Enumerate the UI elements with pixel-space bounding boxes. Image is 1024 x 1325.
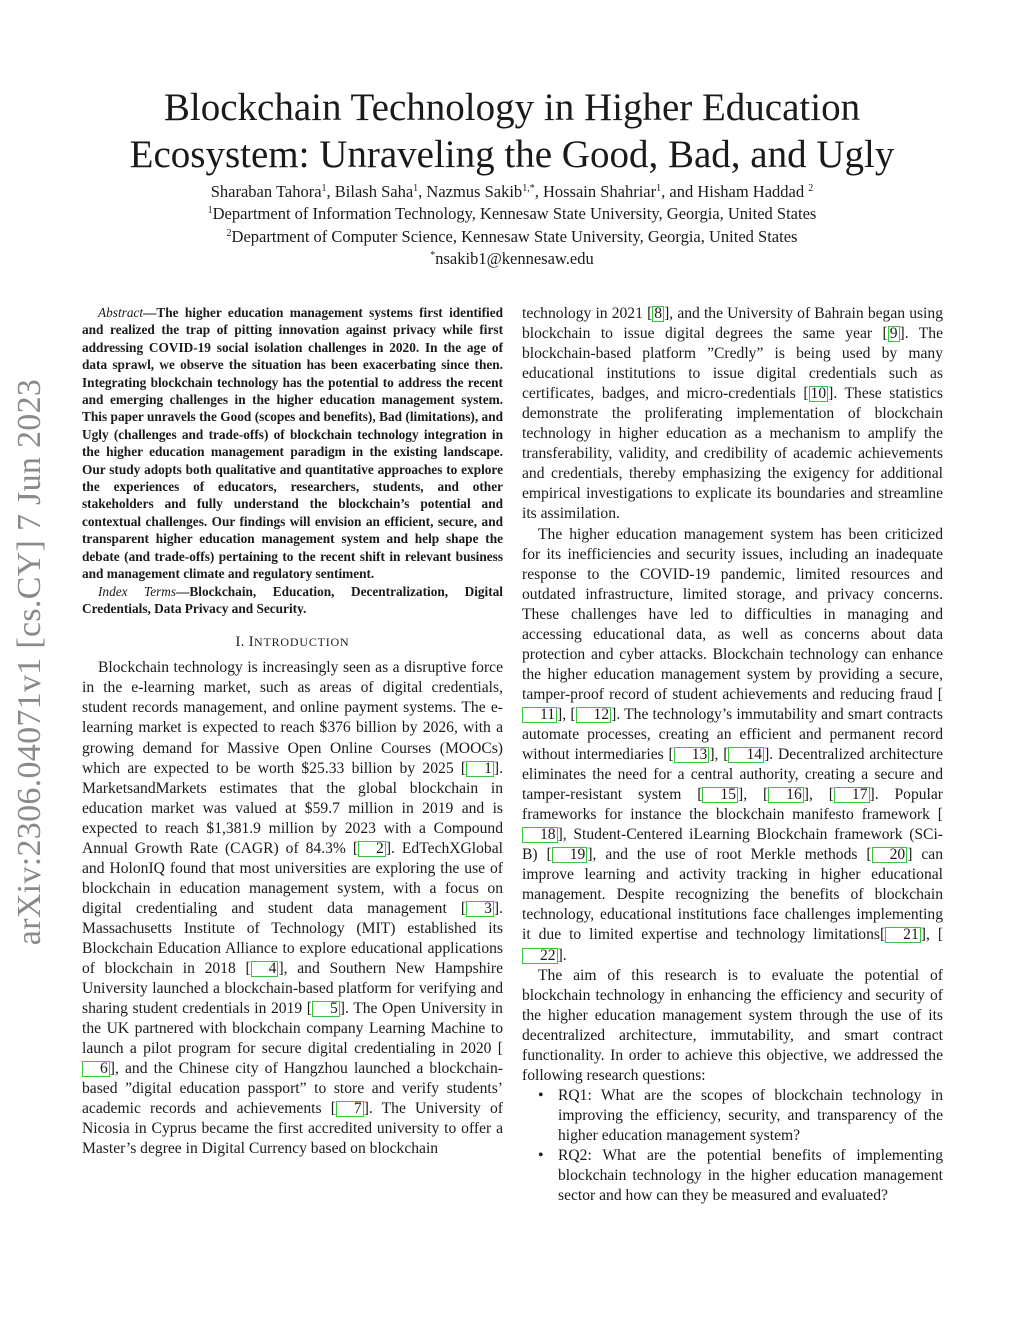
citation-link[interactable]: 3 xyxy=(466,901,494,917)
citation-link[interactable]: 19 xyxy=(552,847,588,863)
text-run: . EdTechXGlobal and HolonIQ found that most universities are exploring the use of blockchain in education management system, with a focus on digital credentialing and student data management xyxy=(82,839,503,917)
abstract-text: —The higher education management systems first identified and realized the trap of pitting innovation against privacy while first addressing COVID-19 social isolation challenges in 2020. In the age of data sprawl, we observe the situation has been exacerbating since then. Integrating blockchain technology has the potential to address the recent and emerging challenges in the higher education management system. This paper unravels the Good (scopes and benefits), Bad (limitations), and Ugly (challenges and trade-offs) of blockchain technology integration in the higher education management paradigm in the existing landscape. Our study adopts both qualitative and quantitative approaches to explore the experiences of educators, researchers, students, and other stakeholders and fully understand the blockchain’s potential and contextual challenges. Our findings will envision an efficient, secure, and transparent higher education management system and help shape the debate (and trade-offs) pertaining to the recent shift in relevant business and management climate and regulatory sentiment. xyxy=(82,305,503,582)
author-list: Sharaban Tahora$^1$, Bilash Saha$^1$, Nazmus Sakib$^{1,*}$, Hossain Shahriar$^1$, and Hisham Haddad $^2$ xyxy=(210,182,814,201)
citation-link[interactable]: 6 xyxy=(82,1061,110,1077)
text-run: . Popular frameworks for instance the blockchain manifesto framework xyxy=(522,786,943,824)
citation-link[interactable]: 2 xyxy=(358,841,386,857)
author-sup: 2 xyxy=(808,183,814,194)
list-item: • RQ1: What are the scopes of blockchain technology in improving the efficiency, security, and transparency of the higher education management system? xyxy=(522,1086,943,1146)
text-run: , xyxy=(925,926,938,944)
text-run: , xyxy=(562,705,571,723)
intro-paragraph: Blockchain technology is increasingly seen as a disruptive force in the e-learning market, such as areas of digital credentials, student records management, and online payment systems. The e-learning market is expected to reach $376 billion by 2026, with a growing demand for Massive Open Online Courses (MOOCs) which are expected to be worth $25.33 billion by 2025 [ 1 ]. MarketsandMarkets estimates that the global blockchain in education market was valued at $59.7 million in 2019 and is expected to reach $1,381.9 million by 2023 with a Compound Annual Growth Rate (CAGR) of 84.3% [ 2 ]. EdTechXGlobal and HolonIQ found that most universities are exploring the use of blockchain in education management system, with a focus on digital credentialing and student data management [ 3 ]. Massachusetts Institute of Technology (MIT) established its Blockchain Education Alliance to explore educational applications of blockchain in 2018 [ 4 ], and Southern New Hampshire University launched a blockchain-based platform for verifying and sharing student credentials in 2019 [ 5 ]. The Open University in the UK partnered with blockchain company Learning Machine to launch a pilot program for secure digital credentialing in 2020 [6 ], and the Chinese city of Hangzhou launched a blockchain-based ”digital education passport” to store and verify students’ academic records and achievements [ 7 ]. The University of Nicosia in Cyprus became the first accredited university to offer a Master’s degree in Digital Currency based on blockchain xyxy=(82,659,503,1158)
citation-link[interactable]: 5 xyxy=(312,1001,340,1017)
section-title-rest: NTRODUCTION xyxy=(254,635,350,650)
citation-link[interactable]: 14 xyxy=(728,747,764,763)
citation-link[interactable]: 1 xyxy=(466,761,494,777)
citation-link[interactable]: 18 xyxy=(522,827,558,843)
index-terms-text: —Blockchain, Education, Decentralization, Digital Credentials, Data Privacy and Security. xyxy=(82,583,503,616)
citation-link[interactable]: 13 xyxy=(674,747,710,763)
right-column xyxy=(522,304,943,1206)
text-run: . These statistics demonstrate the proliferating implementation of blockchain technology in higher education as a mechanism to amplify the transferability, validity, and credibility of academic achievements and credentials, thereby emphasizing the exigency for additional empirical investigations to explicate its boundaries and streamline its assimilation. xyxy=(522,385,943,523)
author-sup: 1,* xyxy=(522,183,535,194)
text-run: , xyxy=(743,786,763,804)
citation-link[interactable]: 10 xyxy=(810,385,827,403)
text-run: can improve learning and activity tracking in higher educational management. Despite recognizing the benefits of blockchain technology, educational institutions face challenges implementing it due to limited expertise and technology limitations xyxy=(522,846,943,944)
email-sup: * xyxy=(430,250,436,261)
intro-paragraph: The aim of this research is to evaluate the potential of blockchain technology in enhancing the efficiency and security of the higher education management system through the use of its decentralized architecture, immutability, and smart contract functionality. In order to achieve this objective, we addressed the following research questions: xyxy=(522,966,943,1084)
affiliation-text: Department of Information Technology, Kennesaw State University, Georgia, United States xyxy=(212,204,817,223)
text-run: . xyxy=(562,946,567,964)
citation-link[interactable]: 8 xyxy=(654,305,663,322)
author-name: Nazmus Sakib xyxy=(426,182,523,201)
citation-link[interactable]: 21 xyxy=(885,927,921,943)
contact-email xyxy=(80,248,944,270)
intro-paragraph-continued: technology in 2021 [ 8 ], and the University of Bahrain began using blockchain to issue digital degrees the same year [ 9 ]. The blockchain-based platform ”Credly” is being used by many educational institutions to issue digital credentials such as certificates, badges, and micro-credentials [ 10 ]. These statistics demonstrate the proliferating implementation of blockchain technology in higher education as a mechanism to amplify the transferability, validity, and credibility of academic achievements and credentials, thereby emphasizing the exigency for additional empirical investigations to explicate its boundaries and streamline its assimilation. xyxy=(522,305,943,523)
affiliation-sup: 2 xyxy=(226,228,232,239)
citation-link[interactable]: 12 xyxy=(576,707,612,723)
text-run: technology in 2021 xyxy=(522,305,648,322)
citation-link[interactable]: 11 xyxy=(522,707,557,723)
text-run: , xyxy=(808,786,829,804)
text-run: , and the use of root Merkle methods xyxy=(592,846,867,864)
citation-link[interactable]: 9 xyxy=(889,325,898,343)
author-name: Hisham Haddad xyxy=(697,182,805,201)
section-heading-introduction xyxy=(82,632,503,652)
author-name: Bilash Saha xyxy=(334,182,414,201)
citation-link[interactable]: 4 xyxy=(251,961,279,977)
affiliation-1 xyxy=(80,203,944,225)
citation-link[interactable]: 22 xyxy=(522,948,558,964)
paper-title: Blockchain Technology in Higher Education Ecosystem: Unraveling the Good, Bad, and Ugly xyxy=(129,86,895,176)
intro-paragraph: The higher education management system has been criticized for its inefficiencies and security issues, including an inadequate response to the COVID-19 pandemic, limited resources and outdated infrastructure, limited storage, and privacy concerns. These challenges have led to difficulties in managing and accessing educational data, as well as concerns about data protection and cyber attacks. Blockchain technology can enhance the higher education management system by providing a secure, tamper-proof record of student achievements and reducing fraud [11 ], [ 12 ]. The technology’s immutability and smart contracts automate processes, creating an efficient and permanent record without intermediaries [ 13 ], [ 14 ]. Decentralized architecture eliminates the need for a central authority, creating a secure and tamper-resistant system [ 15 ], [ 16 ], [ 17 ]. Popular frameworks for instance the blockchain manifesto framework [18 ], Student-Centered iLearning Blockchain framework (SCi-B) [ 19 ], and the use of root Merkle methods [ 20 ] can improve learning and activity tracking in higher educational management. Despite recognizing the benefits of blockchain technology, educational institutions face challenges implementing it due to limited expertise and technology limitations[ 21 ], [22 ]. xyxy=(522,525,944,964)
citation-link[interactable]: 7 xyxy=(336,1101,364,1117)
arxiv-stamp-text: arXiv:2306.04071v1 [cs.CY] 7 Jun 2023 xyxy=(11,378,49,946)
text-run: , xyxy=(714,746,724,764)
affiliation-sup: 1 xyxy=(207,205,213,216)
text-run: The higher education management system has been criticized for its inefficiencies and security issues, including an inadequate response to the COVID-19 pandemic, limited resources and outdated infrastructure, limited storage, and privacy concerns. These challenges have led to difficulties in managing and accessing educational data, as well as concerns about data protection and cyber attacks. Blockchain technology can enhance the higher education management system by providing a secure, tamper-proof record of student achievements and reducing fraud xyxy=(522,525,943,703)
author-sup: 1 xyxy=(321,183,327,194)
research-questions-list xyxy=(522,1086,943,1206)
citation-link[interactable]: 20 xyxy=(872,847,908,863)
text-run: . The Open University in the UK partnered with blockchain company Learning Machine to launch a pilot program for secure digital credentialing in 2020 xyxy=(82,1000,503,1058)
text-run: . The blockchain-based platform ”Credly” is being used by many educational institutions to issue digital credentials such as certificates, badges, and micro-credentials xyxy=(522,325,943,403)
text-run: , and the University of Bahrain began using blockchain to issue digital degrees the same year xyxy=(522,305,943,343)
text-run: . Decentralized architecture eliminates the need for a central authority, creating a secure and tamper-resistant system xyxy=(522,746,944,804)
section-title-initial: I xyxy=(248,634,255,651)
section-number: I. xyxy=(235,634,245,651)
list-item: • RQ2: What are the potential benefits of implementing blockchain technology in the higher education management sector and how can they be measured and evaluated? xyxy=(522,1146,943,1206)
author-sup: 1 xyxy=(413,183,419,194)
author-name: Hossain Shahriar xyxy=(542,182,657,201)
affiliation-text: Department of Computer Science, Kennesaw State University, Georgia, United States xyxy=(231,227,798,246)
abstract-label: Abstract xyxy=(98,305,144,320)
text-run: . The technology’s immutability and smart contracts automate processes, creating an efficient and permanent record without intermediaries xyxy=(522,705,944,764)
author-name: Sharaban Tahora xyxy=(210,182,322,201)
text-run: . Massachusetts Institute of Technology (MIT) established its Blockchain Education Alliance to explore educational applications of blockchain in 2018 xyxy=(82,899,503,978)
left-column xyxy=(82,304,503,1159)
text-run: , and Southern New Hampshire University launched a blockchain-based platform for verifying and sharing student credentials in 2019 xyxy=(82,960,503,1018)
citation-link[interactable]: 16 xyxy=(768,787,804,803)
text-run: Blockchain technology is increasingly seen as a disruptive force in the e-learning market, such as areas of digital credentials, student records management, and online payment systems. The e-learning market is expected to reach $376 billion by 2026, with a growing demand for Massive Open Online Courses (MOOCs) which are expected to be worth $25.33 billion by 2025 xyxy=(82,659,503,777)
affiliation-2 xyxy=(80,226,944,248)
text-run: , and the Chinese city of Hangzhou launched a blockchain-based ”digital education passport” to store and verify students’ academic records and achievements xyxy=(82,1060,503,1118)
text-run: . MarketsandMarkets estimates that the global blockchain in education market was valued at $59.7 million in 2019 and is expected to reach $1,381.9 million by 2023 with a Compound Annual Growth Rate (CAGR) of 84.3% xyxy=(82,759,503,857)
text-run: . The University of Nicosia in Cyprus became the first accredited university to offer a Master’s degree in Digital Currency based on blockchain xyxy=(82,1100,503,1158)
email-text[interactable]: nsakib1@kennesaw.edu xyxy=(435,249,594,268)
text-run: , Student-Centered iLearning Blockchain framework (SCi-B) xyxy=(522,826,943,864)
arxiv-stamp xyxy=(8,366,52,958)
citation-link[interactable]: 17 xyxy=(834,787,870,803)
abstract xyxy=(82,304,503,583)
index-terms xyxy=(82,583,503,618)
index-terms-label: Index Terms xyxy=(98,583,177,599)
author-sup: 1 xyxy=(656,183,662,194)
citation-link[interactable]: 15 xyxy=(702,787,738,803)
